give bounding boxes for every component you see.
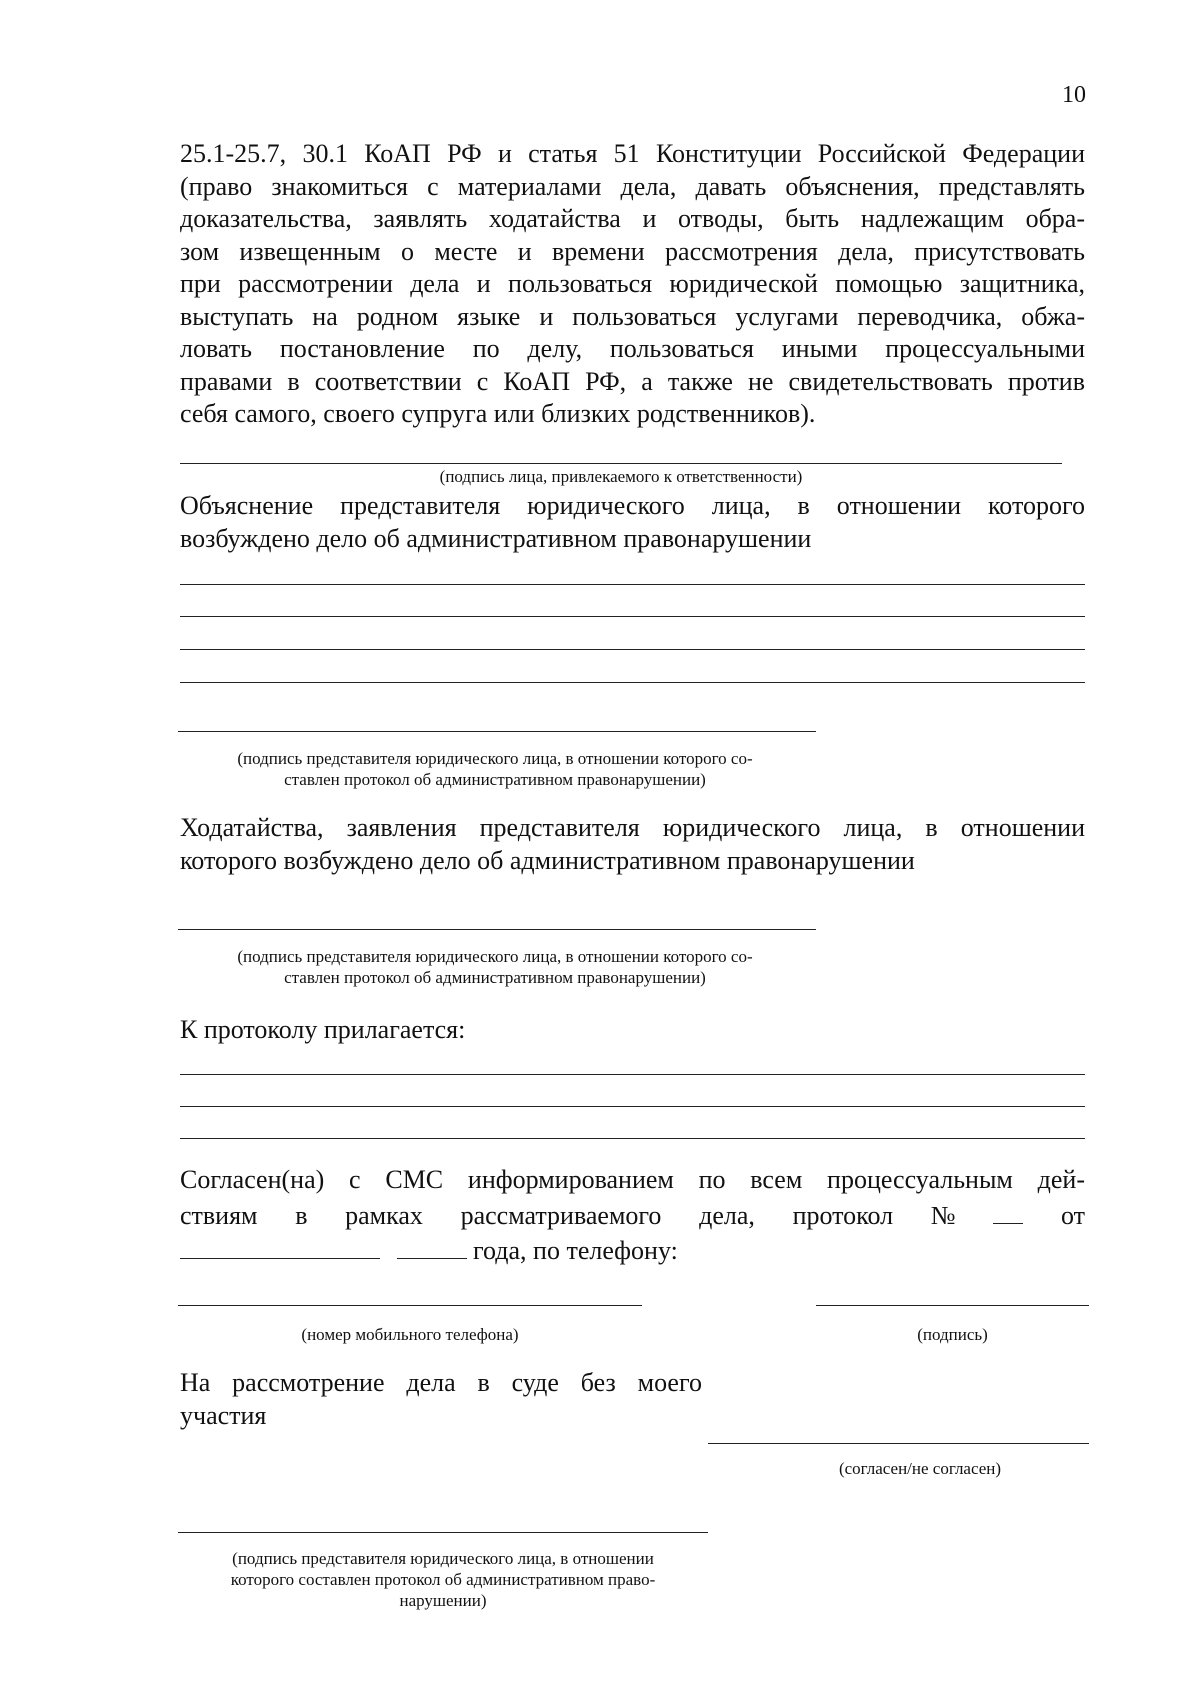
caption-line: ставлен протокол об административном правонарушении) bbox=[284, 770, 706, 789]
text-line: правами в соответствии с КоАП РФ, а также не свидетельствовать против bbox=[180, 366, 1085, 396]
court-absence-paragraph bbox=[180, 1367, 702, 1432]
explanation-blank-line[interactable] bbox=[180, 649, 1085, 650]
text-line: возбуждено дело об административном правонарушении bbox=[180, 523, 812, 553]
text-line: доказательства, заявлять ходатайства и отводы, быть надлежащим обра- bbox=[180, 204, 1085, 233]
text-line: На рассмотрение дела в суде без моего bbox=[180, 1368, 702, 1397]
attachments-heading: К протоколу прилагается: bbox=[180, 1015, 466, 1044]
explanation-blank-line[interactable] bbox=[180, 584, 1085, 585]
signature-line-court-absence[interactable] bbox=[178, 1532, 708, 1533]
text-line: ловать постановление по делу, пользоваться иными процессуальными bbox=[180, 334, 1085, 363]
text-line: 25.1-25.7, 30.1 КоАП РФ и статья 51 Конституции Российской Федерации bbox=[180, 139, 1085, 168]
text-line: себя самого, своего супруга или близких родственников). bbox=[180, 399, 816, 428]
attachments-blank-line[interactable] bbox=[180, 1074, 1085, 1075]
caption-line: (подпись представителя юридического лица, в отношении bbox=[232, 1549, 654, 1568]
signature-line-petitions[interactable] bbox=[178, 929, 816, 930]
page-number: 10 bbox=[1062, 82, 1086, 108]
text-line: выступать на родном языке и пользоваться услугами переводчика, обжа- bbox=[180, 301, 1085, 331]
caption-explanation-signature bbox=[180, 748, 810, 790]
date-year-blank[interactable] bbox=[397, 1232, 467, 1259]
text-line: Объяснение представителя юридического лица, в отношении которого bbox=[180, 491, 1085, 520]
text-line: зом извещенным о месте и времени рассмотрения дела, присутствовать bbox=[180, 236, 1085, 266]
signature-line-liable-person[interactable] bbox=[180, 463, 1062, 464]
sms-consent-paragraph bbox=[180, 1164, 1085, 1268]
caption-sms-signature: (подпись) bbox=[917, 1325, 988, 1344]
protocol-number-blank[interactable] bbox=[993, 1197, 1023, 1224]
caption-consent: (согласен/не согласен) bbox=[838, 1459, 1002, 1478]
attachments-blank-line[interactable] bbox=[180, 1138, 1085, 1139]
caption-petitions-signature bbox=[180, 946, 810, 988]
attachments-blank-line[interactable] bbox=[180, 1106, 1085, 1107]
explanation-heading bbox=[180, 490, 1085, 555]
caption-court-absence-signature bbox=[178, 1548, 708, 1611]
caption-phone-number: (номер мобильного телефона) bbox=[301, 1325, 519, 1344]
rights-paragraph bbox=[180, 138, 1085, 431]
caption-line: (подпись представителя юридического лица, в отношении которого со- bbox=[237, 947, 753, 966]
date-day-month-blank[interactable] bbox=[180, 1232, 380, 1259]
caption-line: которого составлен протокол об административном право- bbox=[230, 1570, 656, 1589]
explanation-blank-line[interactable] bbox=[180, 616, 1085, 617]
caption-line: (подпись представителя юридического лица, в отношении которого со- bbox=[237, 749, 753, 768]
petitions-heading bbox=[180, 812, 1085, 877]
text-line: года, по телефону: bbox=[180, 1232, 1085, 1268]
text-line: участия bbox=[180, 1400, 267, 1430]
text-line: которого возбуждено дело об административном правонарушении bbox=[180, 845, 915, 875]
caption-liable-signature: (подпись лица, привлекаемого к ответственности) bbox=[439, 467, 803, 486]
text-line: при рассмотрении дела и пользоваться юридической помощью защитника, bbox=[180, 269, 1085, 298]
explanation-blank-line[interactable] bbox=[180, 682, 1085, 683]
consent-answer-line[interactable] bbox=[708, 1443, 1089, 1444]
caption-line: ставлен протокол об административном правонарушении) bbox=[284, 968, 706, 987]
text-line: (право знакомиться с материалами дела, давать объяснения, представлять bbox=[180, 171, 1085, 201]
text-line: ствиям в рамках рассматриваемого дела, протокол № от bbox=[180, 1197, 1085, 1233]
text-line: Согласен(на) с СМС информированием по всем процессуальным дей- bbox=[180, 1165, 1085, 1194]
sms-signature-line[interactable] bbox=[816, 1305, 1089, 1306]
phone-number-line[interactable] bbox=[178, 1305, 642, 1306]
signature-line-explanation[interactable] bbox=[178, 731, 816, 732]
text-line: Ходатайства, заявления представителя юридического лица, в отношении bbox=[180, 813, 1085, 842]
caption-line: нарушении) bbox=[399, 1591, 487, 1610]
